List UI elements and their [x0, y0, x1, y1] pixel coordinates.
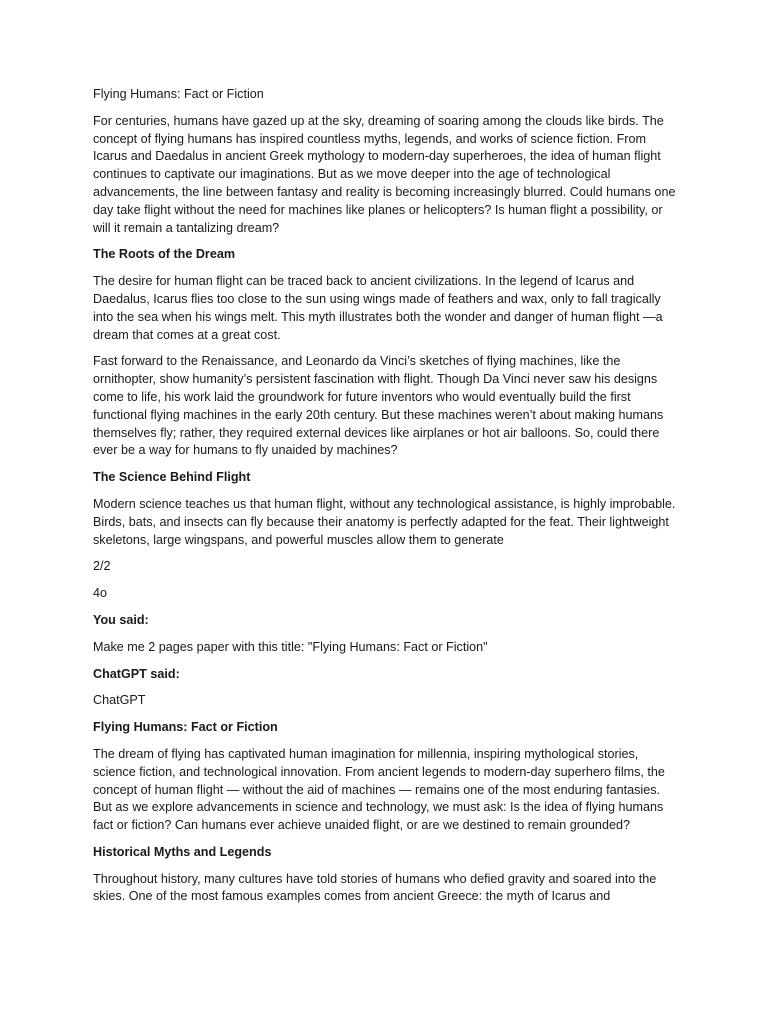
section-heading-roots: The Roots of the Dream	[93, 247, 236, 262]
assistant-said-label: ChatGPT said:	[93, 666, 180, 681]
intro-paragraph: For centuries, humans have gazed up at the sky, dreaming of soaring among the clouds like birds. The concept of flying humans has inspired countless myths, legends, and works of science fiction. From Icarus and Daedalus in ancient Greek mythology to modern-day superheroes, the idea of human flight continues to captivate our imaginations. But as we move deeper into the age of technological advancements, the line between fantasy and reality is becoming increasingly blurred. Could humans one day take flight without the need for machines like planes or helicopters? Is human flight a possibility, or will it remain a tantalizing dream?	[93, 113, 676, 235]
model-label: 4o	[93, 586, 108, 601]
section-heading-science: The Science Behind Flight	[93, 470, 251, 485]
paper-title: Flying Humans: Fact or Fiction	[93, 720, 278, 735]
user-said-label: You said:	[93, 612, 149, 627]
science-paragraph: Modern science teaches us that human flight, without any technological assistance, is highly improbable. Birds, bats, and insects can fly because their anatomy is perfectly adapted for the feat. Their lightweight skeletons, large wingspans, and powerful muscles allow them to generate	[93, 496, 676, 547]
section-heading-myths: Historical Myths and Legends	[93, 844, 272, 859]
assistant-name: ChatGPT	[93, 693, 146, 708]
document-title: Flying Humans: Fact or Fiction	[93, 87, 264, 101]
roots-paragraph-2: Fast forward to the Renaissance, and Leonardo da Vinci’s sketches of flying machines, like the ornithopter, show humanity’s persistent fascination with flight. Though Da Vinci never saw his designs come to life, his work laid the groundwork for future inventors who would eventually build the first functional flying machines in the early 20th century. But these machines weren’t about making humans themselves fly; rather, they required external devices like airplanes or hot air balloons. So, could there ever be a way for humans to fly unaided by machines?	[93, 354, 664, 458]
paper-intro-paragraph: The dream of flying has captivated human imagination for millennia, inspiring mythological stories, science fiction, and technological innovation. From ancient legends to modern-day superhero films, the concept of human flight — without the aid of machines — remains one of the most enduring fantasies. But as we explore advancements in science and technology, we must ask: Is the idea of flying humans fact or fiction? Can humans ever achieve unaided flight, or are we destined to remain grounded?	[93, 746, 665, 833]
user-prompt: Make me 2 pages paper with this title: "Flying Humans: Fact or Fiction"	[93, 639, 488, 654]
roots-paragraph-1: The desire for human flight can be traced back to ancient civilizations. In the legend of Icarus and Daedalus, Icarus flies too close to the sun using wings made of feathers and wax, only to fall tragically into the sea when his wings melt. This myth illustrates both the wonder and danger of human flight —a dream that comes at a great cost.	[93, 274, 663, 342]
myths-paragraph: Throughout history, many cultures have told stories of humans who defied gravity and soared into the skies. One of the most famous examples comes from ancient Greece: the myth of Icarus and	[93, 871, 657, 904]
response-counter: 2/2	[93, 559, 111, 574]
